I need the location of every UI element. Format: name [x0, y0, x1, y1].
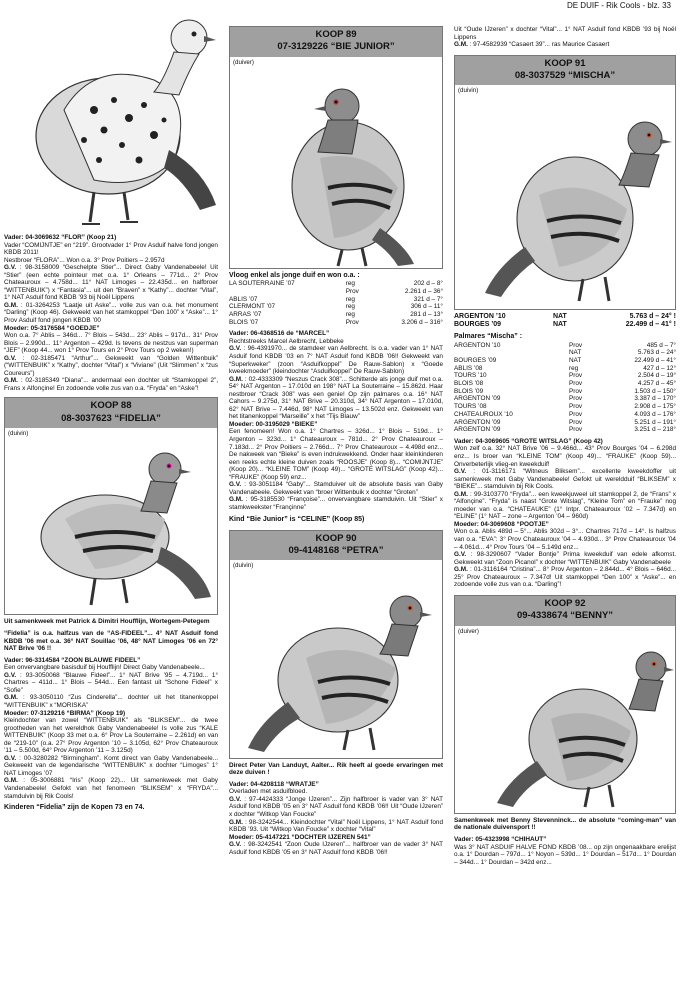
table-row: ABLIS ’07 reg 321 d – 7° [229, 295, 443, 303]
fidelia-moeder-gm: G.M. : 05-3006881 “Iris” (Koop 22)... Uit samenkweek met Gaby Vandenabeele! Gefokt van het fenomeen “BLIKSEM” x “FRYDA”... stamduivin bij Rik Cools! [4, 777, 218, 800]
bieke-gv: G.V. : 93-3051184 “Gaby”... Stamduiver uit de absolute basis van Gaby Vandenabeele. Gekweekt van “broer Wittenbuik x dochter “Groten” [229, 481, 443, 496]
column-3 [454, 0, 676, 1000]
wratje-vader: Vader: 04-4208118 “WRATJE” [229, 780, 319, 788]
results-title: Vloog enkel als jonge duif en won o.a. : [229, 272, 360, 279]
fidelia-vader: Vader: 96-3314584 “ZOON BLAUWE FIDEEL” [4, 656, 141, 664]
fidelia-kinderen: Kinderen “Fidelia” zijn de Kopen 73 en 74. [4, 804, 145, 812]
pigeon-photo-fidelia [5, 439, 217, 614]
fidelia-vader-desc: Een onvervangbare basisduif bij Houfflijn! Direct Gaby Vandenabeele... [4, 664, 205, 672]
flor-vader: Vader: 04-3069632 “FLOR” (Koop 21) [4, 234, 117, 241]
koop92-header: KOOP 92 09-4338674 “BENNY” [455, 596, 675, 626]
table-row: BLOIS ’09 Prov 1.503 d – 150° [454, 387, 676, 395]
fidelia-moeder-desc: Kleindochter van zowel “WITTENBUIK” als “BLIKSEM”... de twee grootheden van het wereldhok Gaby Vandenabeele! Is volle zus “KALE WITTENBUIK” (Koop 33 met o.a. 6° Prov La Souterraine – 2.261d) en van de “219-10” (o.a. 27° Prov Argenton ’10 – 3.105d, 62° Prov Chateauroux ’11 – 5.500d, 64° Prov Argenton ’11 – 3.125d) [4, 717, 218, 755]
koop89-results [229, 272, 443, 326]
marcel-origin: Rechtstreeks Marcel Aelbrecht, Lebbeke [229, 337, 344, 345]
koop88-header: KOOP 88 08-3037623 “FIDELIA” [5, 398, 217, 428]
chihaut-vader: Vader: 05-4323998 “CHIHAUT” [454, 835, 547, 843]
pigeon-photo-petra [230, 572, 442, 758]
koop88-text [4, 618, 218, 812]
goedje-gv: G.V. : 02-3185471 “Arthur”... Gekweekt van “Golden Wittenbuik” (“WITTENBUIK” x “Kathy”, dochter “Vital”) x “Viviane” (Uit “Slimmen” x “zus Coureurs”) [4, 354, 218, 377]
koop90-tag: (duivin) [233, 562, 254, 570]
table-row: BLOIS ’07 Prov 3.206 d – 316° [229, 318, 443, 326]
koop91-tag: (duivin) [458, 87, 479, 95]
flor-gm: G.M. : 01-3264253 “Laatje uit Aske”... volle zus van o.a. het monument “Darling” (Koop 46). Gekweekt van het stamkoppel “Den 100” x “Aske”... 1° Prov Asduif fond jongen KBDB ’00 [4, 301, 218, 325]
koop91-text [454, 438, 676, 589]
table-row: ARGENTON ’09 Prov 5.251 d – 191° [454, 418, 676, 426]
table-row: BLOIS ’08 Prov 4.257 d – 45° [454, 380, 676, 388]
marcel-gv: G.V. : 96-4391970... de stamdeer van Aelbrecht. Is o.a. vader van 1° NAT Asduif fond KBDB ’03 en 7° NAT Asduif fond KBDB ’06!! Gekweekt van “Superkweker” (zoon “Asduifkoppel” De Rauw-Sablon) x “Goede kweekmoeder” (kleindochter “Asduifkoppel” De Rauw-Sablon) [229, 345, 443, 376]
koop92-box [454, 595, 676, 814]
goedje-desc: Won o.a. 7° Ablis – 346d... 7° Blois – 543d... 23° Ablis – 917d... 31° Prov Blois – 2.990d... 11° Argenton – 429d. Is tevens de nestzus van superman “JEF” (Koop 44... won 1° Prov Tours en 2° Prov Tours op 2 weken!) [4, 332, 218, 355]
table-row: CLERMONT ’07 reg 306 d – 11° [229, 303, 443, 311]
table-row: BOURGES ’09 NAT 22.499 d – 41° [454, 357, 676, 365]
koop91-box [454, 55, 676, 310]
fidelia-moeder-gv: G.V. : 00-3280282 “Birmingham”. Komt direct van Gaby Vandenabeele... Gekweekt van de legendarische “WITTENBUIK” x dochter “Limoges” 1° NAT Limoges ’07 [4, 754, 218, 777]
petra-moeder: Moeder: 05-4147221 “DOCHTER IJZEREN 541” [229, 833, 371, 841]
pootje-gv: G.V. : 98-3290607 “Vader Bontje” Prima kweekduif van edele afkomst. Gekweekt van “Zoon Picanol” x dochter “WITTENBUIK” Gaby Vandenabeele [454, 551, 676, 566]
kind-note: Kind “Bie Junior” is “CELINE” (Koop 85) [229, 515, 365, 523]
chihaut-desc: Was 3° NAT ASDUIF HALVE FOND KBDB ’08... op zijn ongenaakbare erelijst o.a. 1° Dourdan – 797d... 1° Noyon – 539d... 1° Dourdan – 517d... 1° Dourdan – 344d... 1° Dourdan – 342d enz... [454, 843, 676, 866]
results-table [229, 280, 443, 326]
fidelia-halfzus: “Fidelia” is o.a. halfzus van de “AS-FIDEEL”... 4° NAT Asduif fond KBDB ’06 met o.a. 36° NAT Souillac ’06, 48° NAT Limoges ’06 en 72° NAT Brive ’06 !! [4, 630, 218, 653]
petra-moeder-gm: G.M. : 97-4582939 “Casaert 39”... ras Maurice Casaert [454, 41, 610, 49]
koop91-results [454, 313, 676, 434]
wratje-gv: G.V. : 97-4424333 “Jonge IJzeren”... Zijn halfbroer is vader van 3° NAT Asduif fond KBDB ’05 en 3° NAT Asduif fond KBDB ’06!! Uit “Oude IJzeren” x dochter “Witkop Van Foucke” [229, 795, 443, 819]
koop90-continued [454, 26, 676, 49]
column-2 [229, 0, 443, 1000]
koop88-tag: (duivin) [8, 430, 29, 438]
flor-gv: G.V. : 98-3158009 “Geschelpte Stier”... Direct Gaby Vandenabeele! Uit “Stier” (een echte pointeur met o.a. 1° Orleans – 771d... 2° Prov Chateauroux – 4.758d... 11° NAT Limoges – 22.435d... en halfbroer “WITTENBUIK”) x “Fantasia”... uit den “Braven” x “Kathy”... dochter “Vital”, 1° NAT Asduif fond KBDB ’93 bij Noël Lippens [4, 264, 218, 302]
bieke-gm: G.M. : 95-3185530 “Françoise”... onvervangbare stamduivin. Uit “Stier” x stamkweekster “Françinne” [229, 496, 443, 511]
pigeon-photo-bie-junior [230, 68, 442, 268]
koop89-tag: (duiver) [233, 58, 254, 66]
table-row: TOURS ’10 Prov 2.504 d – 19° [454, 372, 676, 380]
pigeon-photo-flor [4, 0, 218, 234]
table-row: NAT 5.763 d – 24° [568, 349, 676, 357]
bieke-moeder: Moeder: 00-3195029 “BIEKE” [229, 420, 318, 428]
table-row: TOURS ’08 Prov 2.908 d – 175° [454, 403, 676, 411]
koop89-header: KOOP 89 07-3129226 “BIE JUNIOR” [230, 27, 442, 57]
koop92-text [454, 817, 676, 866]
petra-moeder-gv: G.V. : 98-3242541 “Zoon Oude IJzeren”... halfbroer van de vader 3° NAT Asduif fond KBDB ’05 en 3° NAT Asduif fond KBDB ’06!! [229, 841, 443, 856]
grote-witslag-desc: Won zelf o.a. 32° NAT Brive ’06 – 9.466d... 43° Prov Bourges ’04 – 6.298d enz... Is broer van “KLEINE TOM” (Koop 49)... “FRAUKE” (Koop 59)... Onverbeterlijk vlieg-en kweekduif! [454, 445, 676, 468]
koop90-header: KOOP 90 09-4148168 “PETRA” [230, 531, 442, 561]
pootje-desc: Won o.a. Ablis 489d – 5°... Ablis 302d – 3°... Chartres 717d – 14°. Is halfzus van o.a. “EVA”: 3° Prov Chateauroux ’04 – 4.930d... 3° Prov Chateauroux ’04 – 4.061d... 4° Prov Tours ’04 – 5.149d enz... [454, 528, 676, 551]
headline-results [454, 313, 676, 330]
palmares-title: Palmares “Mischa” : [454, 333, 523, 341]
grote-witslag-gv: G.V. : 01-3116171 “Witneus Bliksem”... excellente kweekdoffer uit samenkweek met Gaby Vandenabeele! Gefokt uit wereldduif “BLIKSEM” x “BIEKE”... stamduivin bij Rik Cools. [454, 468, 676, 491]
palmares-table [454, 342, 676, 434]
fidelia-moeder: Moeder: 07-3129216 “BIRMA” (Koop 19) [4, 709, 126, 717]
table-row: Prov 2.261 d – 36° [345, 287, 443, 295]
benny-origin: Samenkweek met Benny Stevenninck... de absolute “coming-man” van de nationale duivensport !! [454, 816, 676, 832]
table-row: BOURGES ’09 NAT 22.499 d – 41° ! [454, 321, 676, 329]
grote-witslag-gm: G.M. : 99-3103770 “Fryda”... een kweekjuweel uit stamkoppel 2, de “Frans” x “Alfonçine”. “Fryda” is naast “Grote Witslag”, “Kleine Tom” en “Frauke” nog moeder van o.a. “CHATEAUKE” (1° Intpr. Chateauroux ’02 – 7.347d) en “ELINE” (1° NAT – zone – Argenton ’04 – 960d) [454, 490, 676, 521]
koop87-text [4, 234, 218, 392]
marcel-vader: Vader: 06-4368516 de “MARCEL” [229, 330, 330, 338]
petra-origin: Direct Peter Van Landuyt, Aalter... Rik heeft al goede ervaringen met deze duiven ! [229, 761, 443, 777]
pigeon-photo-benny [455, 637, 675, 813]
running-title: DE DUIF - Rik Cools - blz. 33 [566, 1, 671, 10]
flor-nestbroer: Nestbroer “FLORA”... Won o.a. 3° Prov Poitiers – 2.957d [4, 256, 165, 264]
column-1 [4, 0, 218, 1000]
wratje-desc: Overladen met asduifbloed. [229, 788, 308, 796]
bieke-desc: Een fenomeen! Won o.a. 1° Chartres – 326d... 1° Blois – 519d... 1° Argenton – 323d... 1° Chateauroux – 781d... 2° Prov Chateauroux – 7.183d... 2° Prov Poitiers – 2.766d... 7° Prov Chateauroux – 4.498d enz... De nakweek van “Bieke” is even indrukwekkend. Onder haar kleinkinderen een reeks echte kleine duiven zoals “ROOSJE” (Koop 8)... “COMIJNTJE” (Koop 20)... “KLEINE TOM” (Koop 49)... “GROTE WITSLAG” (Koop 42)... “FRAUKE” (Koop 59) enz... [229, 428, 443, 481]
table-row: ABLIS ’08 reg 427 d – 12° [454, 364, 676, 372]
pootje-gm: G.M. : 01-3116164 “Cristina”... 8° Prov Argenton – 2.844d... 4° Blois – 646d... 25° Prov Chateauroux – 7.347d! Uit stamkoppel “Den 100” x “Aske”... en zodoende volle zus van o.a. “Darling”! [454, 566, 676, 589]
fidelia-gm: G.M. : 93-3050110 “Zus Cinderella”... dochter uit het titanenkoppel “WITTENBUIK” x “MORISKA” [4, 694, 218, 709]
table-row: ARGENTON ’09 Prov 3.251 d – 218° [454, 426, 676, 434]
fidelia-origin: Uit samenkweek met Patrick & Dimitri Houfflijn, Wortegem-Petegem [4, 618, 210, 626]
koop90-text [229, 762, 443, 857]
koop91-header: KOOP 91 08-3037529 “MISCHA” [455, 56, 675, 86]
table-row: ARRAS ’07 reg 281 d – 13° [229, 311, 443, 318]
koop89-text [229, 330, 443, 523]
table-row: ARGENTON ’10 NAT 5.763 d – 24° ! [454, 312, 676, 320]
fidelia-gv: G.V. : 93-3050068 “Blauwe Fideel”... 1° NAT Brive ’95 – 4.719d... 1° Chartres – 411d... 1° Blois – 544d... Een fantast uit “Schone Fideel” x “Sofie” [4, 671, 218, 694]
table-row: ARGENTON ’09 Prov 3.387 d – 170° [454, 395, 676, 403]
pigeon-photo-mischa [455, 97, 675, 309]
goedje-moeder: Moeder: 05-3176584 “GOEDJE” [4, 324, 100, 332]
koop90-box [229, 530, 443, 759]
koop92-tag: (duiver) [458, 627, 479, 635]
koop89-box [229, 26, 443, 269]
pootje-moeder: Moeder: 04-3069608 “POOTJE” [454, 520, 549, 528]
grote-witslag-vader: Vader: 04-3069605 “GROTE WITSLAG” (Koop 42) [454, 437, 603, 445]
table-row: LA SOUTERRAINE ’07 reg 202 d – 8° [229, 280, 443, 288]
wratje-gm: G.M. : 98-3242544... Kleindochter “Vital” Noël Lippens, 1° NAT Asduif fond KBDB ’93. Uit “Witkop Van Foucke” x dochter “Vital” [229, 818, 443, 834]
petra-moeder-gv-cont: Uit “Oude IJzeren” x dochter “Vital”... 1° NAT Asduif fond KBDB ’93 bij Noël Lippens [454, 26, 676, 41]
marcel-gm: G.M. : 02-4333309 “Neszus Crack 308”... Schitterde als jonge duif met o.a. 54° NAT Argenton – 17.010d en 198° NAT La Souterraine – 15.862d. Haar nestbroer “Crack 308” was een genie! Op zijn palmares o.a. 16° NAT Cahors – 9.275d, 31° NAT Brive – 20.310d, 34° NAT Argenton – 17.010d, 62° NAT Brive – 7.446d, 98° NAT Limoges – 13.502d enz. Gekweekt van het titanenkoppel “Marseille” x het “Tijs Blauw” [229, 375, 443, 421]
flor-vader-desc: Vader “COMIJNTJE” en “219”. Grootvader 1° Prov Asduif halve fond jongen KBDB 2011! [4, 241, 218, 257]
table-row: ARGENTON ’10 Prov 485 d – 7° [454, 341, 676, 349]
table-row: CHATEAUROUX ’10 Prov 4.093 d – 176° [454, 410, 676, 418]
goedje-gm: G.M. : 02-3185349 “Diana”... andermaal een dochter uit “Stamkoppel 2”, Frans x Alfonçine! En zodoende volle zus van o.a. “Fryda” en “Aske”! [4, 377, 218, 392]
koop88-box [4, 397, 218, 615]
